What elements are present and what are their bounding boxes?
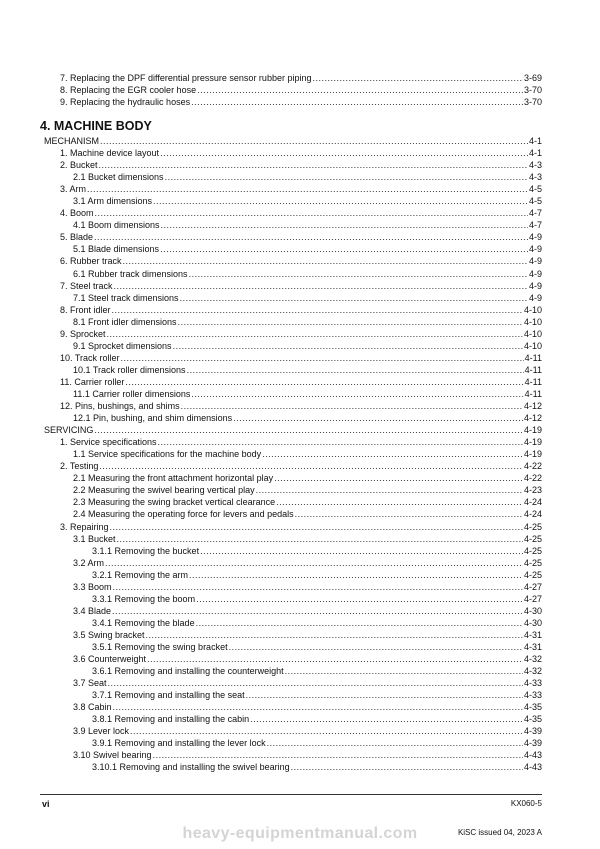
toc-continued-list (40, 72, 542, 108)
toc-entry[interactable] (40, 364, 542, 376)
toc-leader-dots (295, 508, 523, 520)
toc-entry-page: 4-10 (523, 316, 542, 327)
toc-leader-dots (189, 268, 528, 280)
toc-entry[interactable] (40, 653, 542, 665)
toc-entry-page: 4-5 (528, 196, 542, 207)
toc-entry-page: 4-35 (523, 702, 542, 713)
toc-entry-label: 12.1 Pin, bushing, and shim dimensions (73, 413, 233, 424)
toc-entry-label: 3.2 Arm (73, 557, 105, 568)
toc-entry-label: 6.1 Rubber track dimensions (73, 268, 188, 279)
toc-entry-label: 9.1 Sprocket dimensions (73, 340, 172, 351)
toc-entry-page: 4-9 (528, 280, 542, 291)
toc-entry[interactable] (40, 412, 542, 424)
toc-entry[interactable] (40, 713, 542, 725)
toc-entry[interactable] (40, 701, 542, 713)
toc-leader-dots (100, 135, 528, 147)
toc-entry[interactable] (40, 255, 542, 267)
toc-entry-page: 4-12 (523, 413, 542, 424)
toc-entry-label: 3.4 Blade (73, 605, 112, 616)
toc-leader-dots (180, 292, 528, 304)
toc-entry-page: 4-32 (523, 654, 542, 665)
toc-entry-page: 3-69 (523, 73, 542, 83)
toc-leader-dots (197, 84, 523, 96)
toc-entry-label: 7. Steel track (60, 280, 113, 291)
toc-leader-dots (110, 521, 523, 533)
toc-entry[interactable] (40, 280, 542, 292)
toc-entry-label: 3. Repairing (60, 521, 109, 532)
toc-entry[interactable] (40, 268, 542, 280)
toc-entry[interactable] (40, 340, 542, 352)
toc-entry-label: 3.5 Swing bracket (73, 629, 145, 640)
toc-entry-page: 4-43 (523, 750, 542, 761)
toc-entry-page: 4-9 (528, 268, 542, 279)
toc-entry[interactable] (40, 533, 542, 545)
toc-entry[interactable] (40, 207, 542, 219)
toc-entry[interactable] (40, 400, 542, 412)
toc-entry-page: 4-9 (528, 292, 542, 303)
toc-entry[interactable] (40, 629, 542, 641)
footer-rule (40, 794, 542, 795)
toc-entry[interactable] (40, 521, 542, 533)
toc-entry-page: 4-32 (523, 666, 542, 677)
toc-leader-dots (256, 484, 523, 496)
toc-entry-page: 4-11 (524, 364, 542, 375)
toc-leader-dots (191, 388, 523, 400)
toc-entry[interactable] (40, 304, 542, 316)
toc-entry-page: 4-12 (523, 401, 542, 412)
toc-leader-dots (113, 701, 523, 713)
toc-leader-dots (112, 605, 523, 617)
toc-entry-label: 3.10 Swivel bearing (73, 750, 152, 761)
toc-leader-dots (312, 72, 523, 84)
toc-leader-dots (191, 96, 523, 108)
toc-section-machine-body (40, 118, 542, 773)
toc-leader-dots (161, 219, 528, 231)
toc-entry-label: 1. Service specifications (60, 437, 157, 448)
toc-leader-dots (113, 581, 523, 593)
toc-entry-page: 4-10 (523, 340, 542, 351)
toc-entry-page: 4-30 (523, 605, 542, 616)
toc-entry-page: 4-7 (528, 220, 542, 231)
toc-leader-dots (153, 749, 523, 761)
toc-entry-label: 3.9 Lever lock (73, 726, 130, 737)
toc-entry-label: 3.9.1 Removing and installing the lever lock (92, 738, 266, 749)
toc-entry[interactable] (40, 665, 542, 677)
toc-entry-label: 5.1 Blade dimensions (73, 244, 160, 255)
toc-entry-label: 10.1 Track roller dimensions (73, 364, 186, 375)
toc-entry-label: 3. Arm (60, 184, 87, 195)
toc-entry-label: 2. Bucket (60, 160, 98, 171)
toc-entry-page: 4-11 (524, 376, 542, 387)
toc-entry-label: 3.6 Counterweight (73, 654, 147, 665)
toc-leader-dots (114, 280, 528, 292)
toc-leader-dots (233, 412, 523, 424)
toc-entry[interactable] (40, 376, 542, 388)
toc-entry-page: 4-25 (523, 569, 542, 580)
toc-entry[interactable] (40, 72, 542, 84)
toc-entry[interactable] (40, 569, 542, 581)
toc-entry-label: 2. Testing (60, 461, 99, 472)
toc-entry-page: 4-1 (528, 136, 542, 146)
toc-entry[interactable] (40, 147, 542, 159)
toc-entry[interactable] (40, 183, 542, 195)
toc-entry-page: 4-27 (523, 593, 542, 604)
toc-entry-label: 9. Sprocket (60, 328, 106, 339)
toc-entry-label: 12. Pins, bushings, and shims (60, 401, 180, 412)
toc-entry[interactable] (40, 605, 542, 617)
toc-leader-dots (267, 737, 523, 749)
toc-entry-page: 4-31 (523, 641, 542, 652)
toc-entry-page: 4-23 (523, 485, 542, 496)
toc-entry[interactable] (40, 677, 542, 689)
toc-entry-label: 3.3 Boom (73, 581, 112, 592)
toc-entry-label: 11.1 Carrier roller dimensions (73, 388, 191, 399)
toc-entry-label: 3.1 Arm dimensions (73, 196, 153, 207)
toc-entry-page: 4-19 (523, 425, 542, 436)
toc-leader-dots (123, 255, 528, 267)
toc-entry-label: 3.10.1 Removing and installing the swivel bearing (92, 762, 290, 773)
toc-entry[interactable] (40, 159, 542, 171)
toc-leader-dots (121, 352, 524, 364)
toc-entry[interactable] (40, 243, 542, 255)
toc-leader-dots (178, 316, 523, 328)
toc-entry-label: MECHANISM (44, 136, 100, 146)
toc-leader-dots (112, 304, 523, 316)
model-code: KX060-5 (510, 799, 542, 808)
toc-entry[interactable] (40, 448, 542, 460)
toc-entry[interactable] (40, 195, 542, 207)
toc-entry-page: 4-10 (523, 304, 542, 315)
toc-entry-page: 4-11 (524, 388, 542, 399)
toc-leader-dots (94, 424, 523, 436)
toc-leader-dots (187, 364, 524, 376)
toc-leader-dots (117, 533, 523, 545)
toc-entry-label: 1.1 Service specifications for the machine body (73, 449, 262, 460)
toc-entry[interactable] (40, 617, 542, 629)
toc-entry-page: 4-22 (523, 473, 542, 484)
toc-entry-label: 3.8 Cabin (73, 702, 112, 713)
toc-entry-page: 4-10 (523, 328, 542, 339)
toc-entry-label: 3.7 Seat (73, 678, 107, 689)
toc-entry[interactable] (40, 84, 542, 96)
toc-entry-label: 6. Rubber track (60, 256, 122, 267)
toc-entry-label: 7. Replacing the DPF differential pressure sensor rubber piping (60, 73, 312, 83)
toc-entry[interactable] (40, 424, 542, 436)
toc-entry-label: 3.4.1 Removing the blade (92, 617, 195, 628)
toc-leader-dots (291, 761, 523, 773)
toc-leader-dots (181, 400, 523, 412)
toc-entry-page: 4-1 (528, 148, 542, 159)
toc-entry[interactable] (40, 689, 542, 701)
toc-entry[interactable] (40, 96, 542, 108)
toc-leader-dots (153, 195, 528, 207)
toc-entry-page: 4-5 (528, 184, 542, 195)
toc-entry-label: 3.2.1 Removing the arm (92, 569, 189, 580)
toc-entry[interactable] (40, 436, 542, 448)
toc-leader-dots (108, 677, 523, 689)
toc-entry-label: 8.1 Front idler dimensions (73, 316, 177, 327)
toc-leader-dots (229, 641, 523, 653)
toc-leader-dots (158, 436, 523, 448)
toc-entry-label: 8. Replacing the EGR cooler hose (60, 85, 197, 96)
toc-entry[interactable] (40, 472, 542, 484)
toc-entry[interactable] (40, 292, 542, 304)
toc-entry-page: 4-9 (528, 256, 542, 267)
toc-entry-page: 4-22 (523, 461, 542, 472)
toc-entry-label: 3.1.1 Removing the bucket (92, 545, 200, 556)
toc-entry[interactable] (40, 557, 542, 569)
toc-leader-dots (250, 713, 523, 725)
toc-entry-page: 4-25 (523, 557, 542, 568)
toc-entry-page: 4-11 (524, 352, 542, 363)
toc-entry-page: 4-35 (523, 714, 542, 725)
toc-entry-label: 3.3.1 Removing the boom (92, 593, 196, 604)
toc-entry-label: 5. Blade (60, 232, 94, 243)
toc-leader-dots (276, 496, 523, 508)
toc-entry[interactable] (40, 171, 542, 183)
section-title: 4. MACHINE BODY (40, 119, 152, 133)
toc-entry[interactable] (40, 737, 542, 749)
toc-entry-page: 4-25 (523, 545, 542, 556)
toc-leader-dots (173, 340, 523, 352)
toc-entry-page: 4-27 (523, 581, 542, 592)
toc-entry-page: 4-19 (523, 437, 542, 448)
issue-info: KiSC issued 04, 2023 A (457, 828, 542, 837)
toc-entry[interactable] (40, 219, 542, 231)
toc-entry-page: 4-39 (523, 738, 542, 749)
toc-entry[interactable] (40, 581, 542, 593)
toc-entry-page: 4-30 (523, 617, 542, 628)
toc-entry[interactable] (40, 352, 542, 364)
toc-leader-dots (189, 569, 523, 581)
toc-entry-page: 4-24 (523, 509, 542, 520)
toc-leader-dots (146, 629, 523, 641)
toc-entry-page: 4-9 (528, 232, 542, 243)
toc-entry[interactable] (40, 641, 542, 653)
toc-leader-dots (125, 376, 523, 388)
toc-entry-label: 2.4 Measuring the operating force for levers and pedals (73, 509, 294, 520)
toc-entry-page: 4-7 (528, 208, 542, 219)
toc-entry[interactable] (40, 545, 542, 557)
toc-leader-dots (165, 171, 528, 183)
toc-leader-dots (160, 147, 528, 159)
toc-entry-label: 2.1 Bucket dimensions (73, 172, 164, 183)
toc-leader-dots (94, 231, 528, 243)
toc-entry-label: 3.1 Bucket (73, 533, 116, 544)
toc-entry-label: 2.3 Measuring the swing bracket vertical clearance (73, 497, 276, 508)
toc-entry[interactable] (40, 135, 542, 147)
toc-leader-dots (107, 328, 523, 340)
toc-leader-dots (99, 460, 523, 472)
toc-entry[interactable] (40, 388, 542, 400)
toc-leader-dots (147, 653, 523, 665)
toc-entry-label: 3.5.1 Removing the swing bracket (92, 641, 228, 652)
toc-entry[interactable] (40, 508, 542, 520)
toc-entry-label: 3.7.1 Removing and installing the seat (92, 690, 245, 701)
toc-entry[interactable] (40, 328, 542, 340)
toc-leader-dots (262, 448, 523, 460)
toc-entry-label: 3.8.1 Removing and installing the cabin (92, 714, 250, 725)
toc-entry[interactable] (40, 725, 542, 737)
toc-leader-dots (274, 472, 523, 484)
toc-leader-dots (105, 557, 523, 569)
toc-entry-page: 4-9 (528, 244, 542, 255)
toc-leader-dots (87, 183, 528, 195)
toc-entry-page: 4-43 (523, 762, 542, 773)
toc-entry-page: 3-70 (523, 85, 542, 96)
toc-entry-label: 2.1 Measuring the front attachment horizontal play (73, 473, 274, 484)
toc-entry-page: 4-31 (523, 629, 542, 640)
toc-entry-label: 4. Boom (60, 208, 94, 219)
toc-entry[interactable] (40, 484, 542, 496)
toc-entry-page: 4-19 (523, 449, 542, 460)
toc-leader-dots (99, 159, 528, 171)
toc-entry-label: 11. Carrier roller (60, 376, 125, 387)
toc-entry-page: 4-3 (528, 172, 542, 183)
toc-leader-dots (246, 689, 523, 701)
toc-entry-label: 7.1 Steel track dimensions (73, 292, 179, 303)
toc-entry-label: 8. Front idler (60, 304, 111, 315)
toc-leader-dots (200, 545, 523, 557)
toc-entry-page: 3-70 (523, 97, 542, 108)
toc-leader-dots (160, 243, 528, 255)
toc-entry-page: 4-33 (523, 678, 542, 689)
toc-entry-label: 3.6.1 Removing and installing the counterweight (92, 666, 284, 677)
toc-leader-dots (95, 207, 528, 219)
page-number: vi (42, 799, 50, 809)
toc-entry[interactable] (40, 496, 542, 508)
toc-entry[interactable] (40, 593, 542, 605)
toc-entry-page: 4-39 (523, 726, 542, 737)
toc-entry-label: 10. Track roller (60, 352, 120, 363)
toc-entry-page: 4-24 (523, 497, 542, 508)
toc-entry-page: 4-3 (528, 160, 542, 171)
toc-leader-dots (285, 665, 523, 677)
toc-entry[interactable] (40, 761, 542, 773)
toc-entry-label: 9. Replacing the hydraulic hoses (60, 97, 191, 108)
toc-entry-page: 4-25 (523, 533, 542, 544)
toc-leader-dots (130, 725, 523, 737)
toc-entries-list (40, 135, 542, 773)
toc-entry[interactable] (40, 749, 542, 761)
toc-entry-label: 4.1 Boom dimensions (73, 220, 160, 231)
toc-entry[interactable] (40, 316, 542, 328)
toc-entry-page: 4-25 (523, 521, 542, 532)
toc-entry[interactable] (40, 460, 542, 472)
watermark: heavy-equipmentmanual.com (182, 825, 418, 842)
toc-entry-label: 2.2 Measuring the swivel bearing vertical play (73, 485, 255, 496)
toc-leader-dots (196, 593, 523, 605)
toc-entry-label: SERVICING (44, 425, 94, 436)
toc-entry-page: 4-33 (523, 690, 542, 701)
toc-entry-label: 1. Machine device layout (60, 148, 160, 159)
toc-leader-dots (196, 617, 523, 629)
toc-entry[interactable] (40, 231, 542, 243)
